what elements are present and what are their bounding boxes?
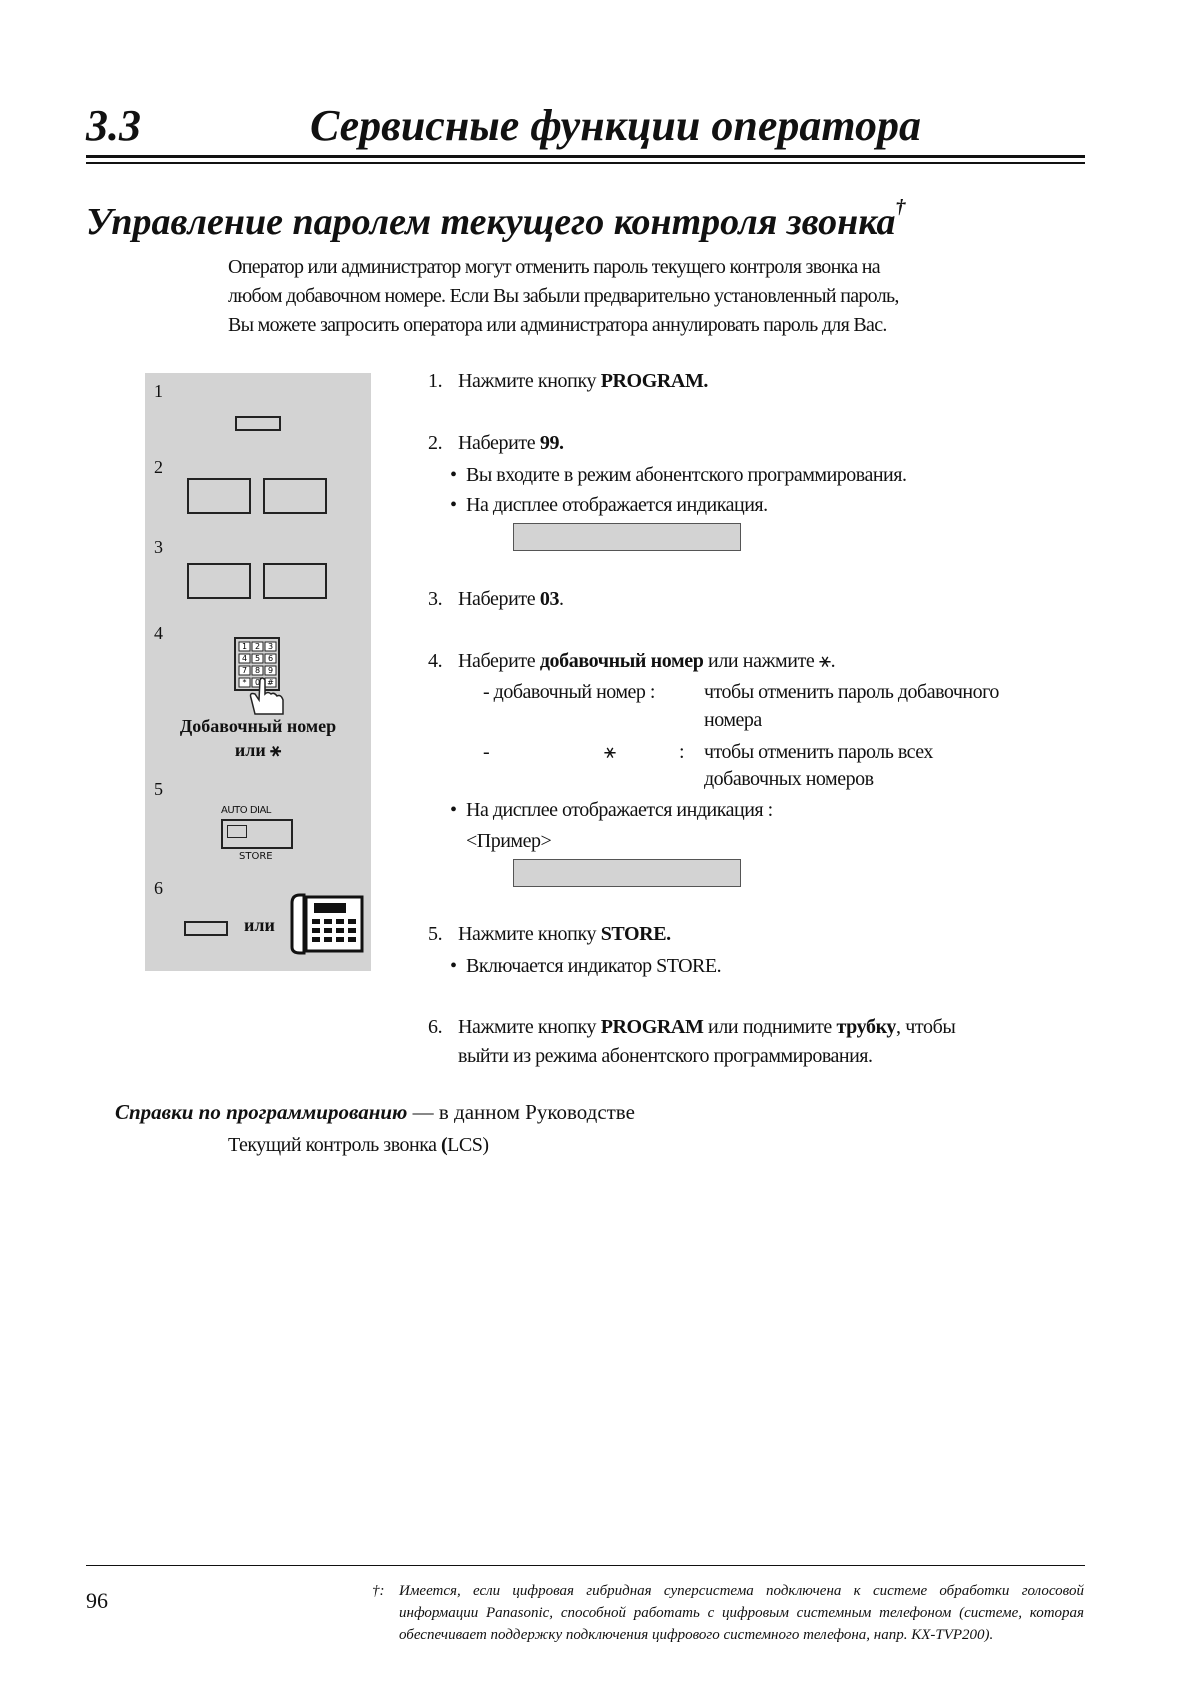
dagger-mark: † xyxy=(895,196,906,218)
svg-text:1: 1 xyxy=(241,642,248,651)
step-2-bullet-2: • На дисплее отображается индикация. xyxy=(466,494,768,517)
auto-dial-label: AUTO DIAL xyxy=(221,805,271,816)
intro-paragraph: Оператор или администратор могут отменить пароль текущего контроля звонка на любом добавочном номере. Если Вы забыли предварительно установленный пароль, Вы можете запросить оператора или администратора аннулировать пароль для Вас. xyxy=(228,256,899,336)
svg-text:4: 4 xyxy=(241,654,248,663)
svg-text:#: # xyxy=(267,678,274,687)
step-4-bullet: • На дисплее отображается индикация : xyxy=(466,799,773,822)
step-2-bullet-1: • Вы входите в режим абонентского программирования. xyxy=(466,464,906,487)
svg-text:5: 5 xyxy=(254,654,261,663)
display-indicator xyxy=(513,523,741,551)
program-button-icon xyxy=(235,416,281,431)
svg-text:0: 0 xyxy=(254,678,261,687)
option-star-colon: : xyxy=(679,741,685,763)
footnote-text: Имеется, если цифровая гибридная суперсистема подключена к системе обработки голосовой информации Panasonic, способной работать с цифровым системным телефоном (системе, которая обеспечивает поддержку подключения цифрового системного телефона, напр. KX-TVP200). xyxy=(399,1583,1084,1643)
header-rule xyxy=(86,155,1085,158)
step-6-line-2: выйти из режима абонентского программирования. xyxy=(458,1045,873,1067)
svg-text:9: 9 xyxy=(267,666,274,675)
dial-key-icon xyxy=(263,563,327,599)
section-title: Сервисные функции оператора xyxy=(310,101,921,150)
footer-rule xyxy=(86,1565,1085,1566)
programming-references: Справки по программированию — в данном Руководстве xyxy=(115,1100,635,1124)
extension-label: Добавочный номер xyxy=(179,716,337,736)
step-3: 3. Наберите 03. xyxy=(428,588,564,610)
dial-key-icon xyxy=(263,478,327,514)
header-rule-thin xyxy=(86,162,1085,164)
option-star-dash: - xyxy=(483,741,490,763)
extension-or-star-label: или ⚹ xyxy=(234,740,282,760)
display-indicator-example xyxy=(513,859,741,887)
example-label: <Пример> xyxy=(466,830,552,852)
panel-step-5: 5 xyxy=(154,779,163,799)
svg-text:7: 7 xyxy=(241,666,248,675)
dial-key-icon xyxy=(187,478,251,514)
panel-step-1: 1 xyxy=(154,381,163,401)
or-label: или xyxy=(244,915,275,935)
dial-key-icon xyxy=(187,563,251,599)
option-star-desc: чтобы отменить пароль всех xyxy=(704,741,933,763)
svg-text:3: 3 xyxy=(267,642,274,651)
footnote xyxy=(372,1580,1084,1646)
step-5-bullet: • Включается индикатор STORE. xyxy=(466,955,721,978)
keypad-icon xyxy=(233,636,295,716)
panel-step-2: 2 xyxy=(154,457,163,477)
step-4: 4. Наберите добавочный номер или нажмите ⚹. xyxy=(428,650,836,672)
panel-step-6: 6 xyxy=(154,878,163,898)
program-button-icon xyxy=(184,921,228,936)
svg-text:8: 8 xyxy=(254,666,261,675)
page-number: 96 xyxy=(86,1588,108,1613)
svg-text:*: * xyxy=(242,678,247,687)
footnote-mark: †: xyxy=(372,1583,385,1599)
option-extension-key: - добавочный номер : xyxy=(483,681,655,703)
option-extension-desc: чтобы отменить пароль добавочного xyxy=(704,681,999,703)
reference-item: Текущий контроль звонка (LCS) xyxy=(228,1134,489,1156)
star-key-icon: ⚹ xyxy=(818,650,831,672)
illustration-panel xyxy=(145,373,371,971)
option-star-key-icon: ⚹ xyxy=(604,741,616,763)
step-2: 2. Наберите 99. xyxy=(428,432,564,454)
panel-step-3: 3 xyxy=(154,537,163,557)
section-number: 3.3 xyxy=(86,101,141,150)
step-5: 5. Нажмите кнопку STORE. xyxy=(428,923,671,945)
panel-step-4: 4 xyxy=(154,623,163,643)
store-indicator-icon xyxy=(227,825,247,838)
svg-text:2: 2 xyxy=(254,642,261,651)
option-extension-desc-2: номера xyxy=(704,709,762,731)
svg-text:6: 6 xyxy=(267,654,274,663)
step-6: 6. Нажмите кнопку PROGRAM или поднимите трубку, чтобы xyxy=(428,1016,956,1038)
step-1: 1. Нажмите кнопку PROGRAM. xyxy=(428,370,709,392)
telephone-handset-icon xyxy=(290,889,366,955)
option-star-desc-2: добавочных номеров xyxy=(704,768,874,790)
page-heading: Управление паролем текущего контроля звонка† xyxy=(86,196,906,243)
store-label: STORE xyxy=(239,851,273,862)
